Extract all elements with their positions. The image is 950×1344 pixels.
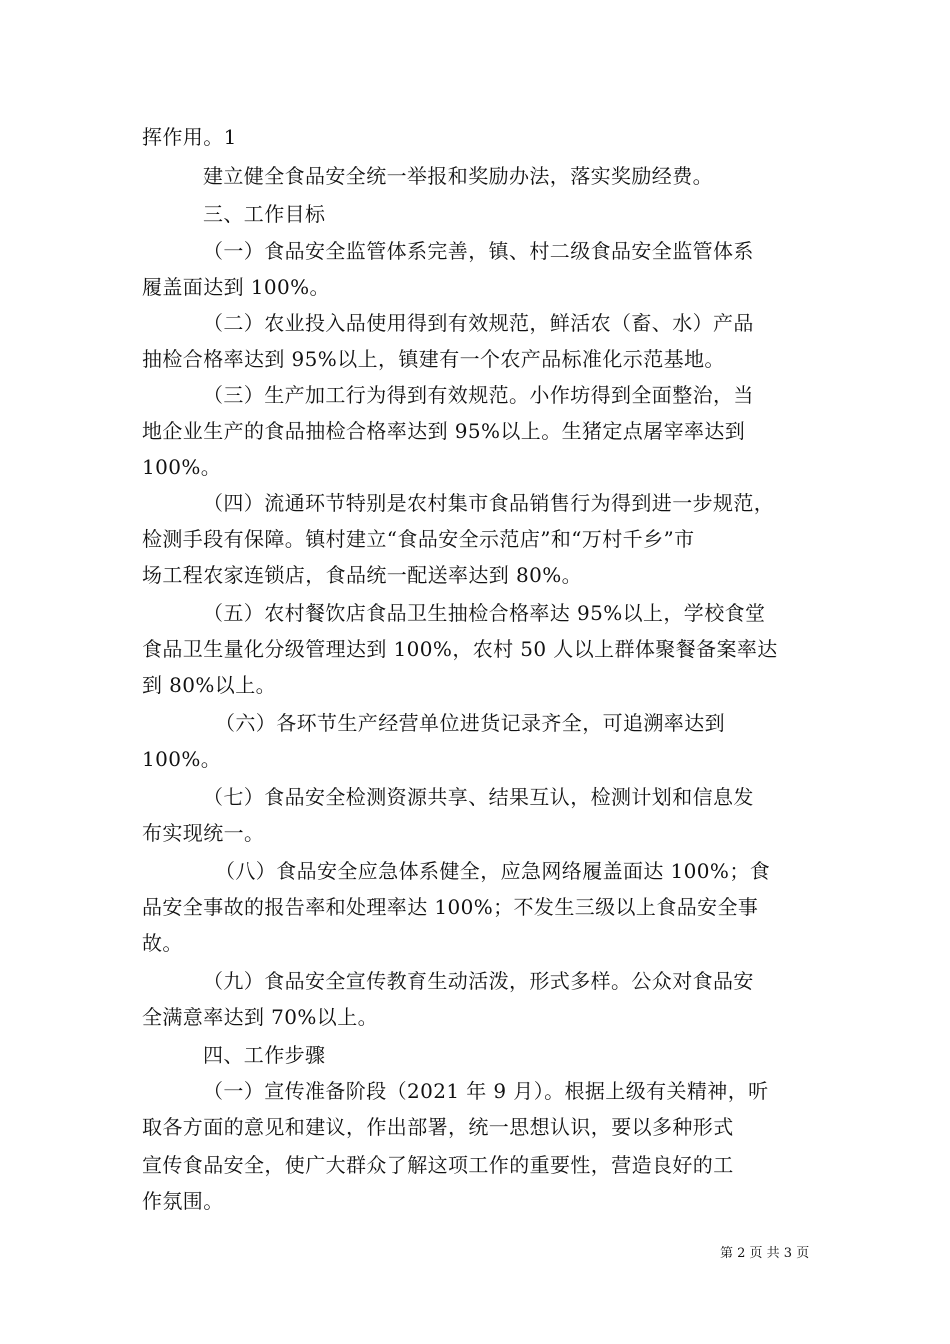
text-line: （一）食品安全监管体系完善，镇、村二级食品安全监管体系 [203, 239, 754, 263]
text-line: 地企业生产的食品抽检合格率达到 95%以上。生猪定点屠宰率达到 [142, 419, 746, 443]
text-line: 挥作用。1 [142, 125, 237, 149]
text-line: 作氛围。 [142, 1189, 224, 1213]
text-line: 检测手段有保障。镇村建立“食品安全示范店”和“万村千乡”市 [142, 527, 695, 551]
text-line: 到 80%以上。 [142, 673, 277, 697]
text-line: （六）各环节生产经营单位进货记录齐全，可追溯率达到 [215, 711, 725, 735]
text-line: 品安全事故的报告率和处理率达 100%；不发生三级以上食品安全事 [142, 895, 759, 919]
text-line: 100%。 [142, 747, 222, 771]
text-line: 100%。 [142, 455, 222, 479]
text-line: 故。 [142, 931, 183, 955]
text-line: （七）食品安全检测资源共享、结果互认，检测计划和信息发 [203, 785, 754, 809]
page-number: 第 2 页 共 3 页 [720, 1246, 810, 1261]
text-line: （九）食品安全宣传教育生动活泼，形式多样。公众对食品安 [203, 969, 754, 993]
section-heading: 四、工作步骤 [203, 1043, 326, 1067]
text-line: （二）农业投入品使用得到有效规范，鲜活农（畜、水）产品 [203, 311, 754, 335]
text-line: 全满意率达到 70%以上。 [142, 1005, 379, 1029]
text-line: 抽检合格率达到 95%以上，镇建有一个农产品标准化示范基地。 [142, 347, 725, 371]
text-line: （八）食品安全应急体系健全，应急网络履盖面达 100%；食 [215, 859, 771, 883]
text-line: 布实现统一。 [142, 821, 265, 845]
text-line: 场工程农家连锁店，食品统一配送率达到 80%。 [142, 563, 583, 587]
text-line: 宣传食品安全，使广大群众了解这项工作的重要性，营造良好的工 [142, 1153, 734, 1177]
text-line: 履盖面达到 100%。 [142, 275, 330, 299]
text-line: （一）宣传准备阶段（2021 年 9 月）。根据上级有关精神，听 [203, 1079, 769, 1103]
text-line: （五）农村餐饮店食品卫生抽检合格率达 95%以上，学校食堂 [203, 601, 766, 625]
section-heading: 三、工作目标 [203, 202, 326, 226]
text-line: （四）流通环节特别是农村集市食品销售行为得到进一步规范， [203, 491, 775, 515]
text-line: （三）生产加工行为得到有效规范。小作坊得到全面整治，当 [203, 383, 754, 407]
text-line: 食品卫生量化分级管理达到 100%，农村 50 人以上群体聚餐备案率达 [142, 637, 778, 661]
text-line: 取各方面的意见和建议，作出部署，统一思想认识，要以多种形式 [142, 1115, 734, 1139]
text-line: 建立健全食品安全统一举报和奖励办法，落实奖励经费。 [203, 164, 713, 188]
